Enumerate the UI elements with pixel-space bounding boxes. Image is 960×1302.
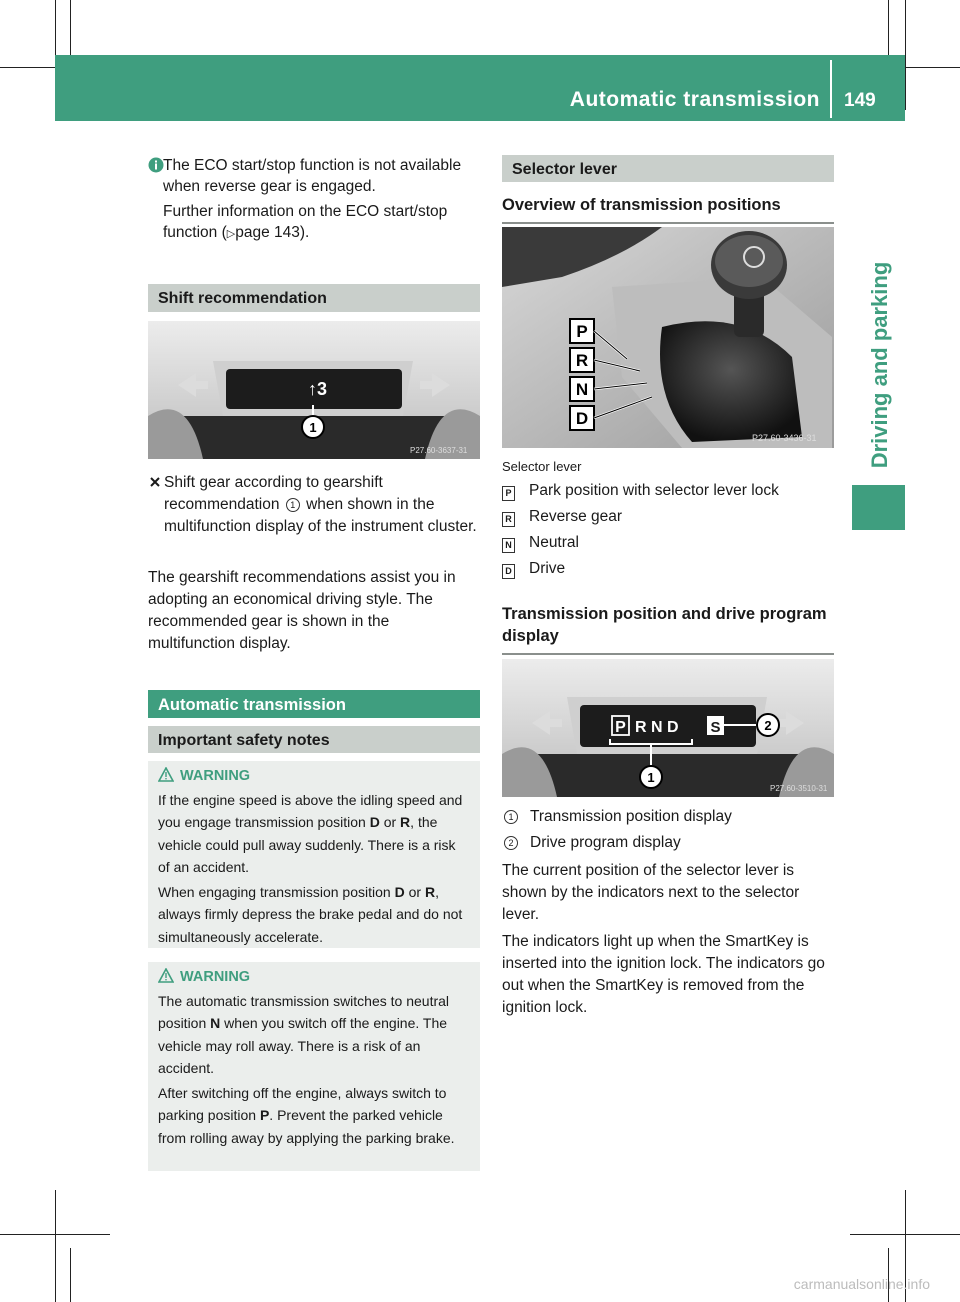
selector-lever-illustration: [502, 227, 834, 448]
warning-box-1: [148, 761, 480, 948]
position-glyph: N: [502, 538, 515, 553]
header-title: Automatic transmission: [569, 88, 820, 111]
position-glyph: D: [502, 564, 515, 579]
drive-program: S: [710, 719, 721, 736]
section-title-selector-lever: Selector lever: [502, 155, 834, 182]
lever-caption: Selector lever: [502, 459, 582, 474]
callout-1: 1: [647, 770, 655, 785]
active-position: P: [615, 719, 626, 736]
info-note-line2: Further information on the ECO start/stop function (▷page 143).: [163, 203, 448, 241]
warning-2-para-1: The automatic transmission switches to neutral position N when you switch off the engine. The vehicle may roll away. There is a risk of an accident.: [158, 992, 450, 1076]
legend-number: 1: [504, 810, 518, 824]
info-icon: [148, 157, 164, 173]
section-title-shift: Shift recommendation: [148, 284, 480, 312]
callout-1-inline: 1: [286, 498, 300, 512]
callout-1: 1: [309, 420, 317, 435]
warning-triangle-icon: [158, 968, 174, 983]
warning-title: WARNING: [180, 768, 251, 784]
position-indicators: R N D: [635, 719, 679, 736]
image-ref-code: P27.60-3637-31: [410, 446, 468, 455]
info-note-line1: The ECO start/stop function is not available when reverse gear is engaged.: [163, 157, 462, 195]
page-ref-link[interactable]: page 143).: [235, 224, 310, 241]
side-tab-label: Driving and parking: [867, 261, 892, 469]
transmission-display-image: [502, 659, 834, 797]
page-number: 149: [844, 90, 876, 111]
selector-para-2: The indicators light up when the SmartKey is inserted into the ignition lock. The indicators go out when the SmartKey is removed from the ignition lock.: [502, 933, 825, 1016]
display-legend: [502, 804, 834, 856]
crop-mark: [888, 1248, 889, 1302]
display-heading: Transmission position and drive program display: [502, 603, 834, 655]
section-title-automatic-transmission: Automatic transmission: [148, 690, 480, 718]
warning-1-para-1: If the engine speed is above the idling speed and you engage transmission position D or R, the vehicle could pull away suddenly. There is a risk of an accident.: [158, 791, 463, 875]
warning-triangle-icon: [158, 767, 174, 782]
crop-mark: [70, 0, 71, 55]
watermark: carmanualsonline.info: [793, 1276, 930, 1292]
shift-paragraph: The gearshift recommendations assist you in adopting an economical driving style. The recommended gear is shown in the multifunction display.: [148, 569, 456, 652]
warning-title: WARNING: [180, 969, 251, 985]
lever-label-p: P: [576, 322, 588, 341]
list-item: D Drive: [502, 556, 834, 582]
image-ref-code: P27.60-3436-31: [752, 433, 817, 443]
section-title-safety: Important safety notes: [148, 726, 480, 753]
callout-2: 2: [764, 718, 772, 733]
instrument-display-illustration: [502, 659, 834, 797]
image-ref-code: P27.60-3510-31: [770, 784, 828, 793]
crop-mark: [70, 1248, 71, 1302]
list-item: 1 Transmission position display: [502, 804, 834, 830]
warning-2-para-2: After switching off the engine, always switch to parking position P. Prevent the parked vehicle from rolling away by applying the parking brake.: [158, 1084, 455, 1146]
selector-lever-image: [502, 227, 834, 448]
list-item: N Neutral: [502, 530, 834, 556]
shift-step: Shift gear according to gearshift recommendation 1 when shown in the multifunction display of the instrument cluster.: [148, 472, 480, 538]
legend-number: 2: [504, 836, 518, 850]
header-divider: [830, 60, 832, 118]
lever-label-n: N: [575, 380, 589, 399]
lever-label-r: R: [575, 351, 589, 370]
list-item: R Reverse gear: [502, 504, 834, 530]
overview-heading: Overview of transmission positions: [502, 194, 834, 224]
position-glyph: R: [502, 512, 515, 527]
position-glyph: P: [502, 486, 515, 501]
shift-recommendation-image: [148, 321, 480, 459]
instrument-cluster-illustration: [148, 321, 480, 459]
crop-mark: [905, 0, 906, 110]
list-item: P Park position with selector lever lock: [502, 478, 834, 504]
crop-mark: [888, 0, 889, 55]
warning-box-2: [148, 962, 480, 1171]
list-item: 2 Drive program display: [502, 830, 834, 856]
gear-indicator: ↑3: [308, 379, 328, 399]
info-note: [148, 155, 480, 245]
positions-list: [502, 478, 834, 582]
selector-para-1: The current position of the selector lever is shown by the indicators next to the selector lever.: [502, 862, 800, 923]
lever-label-d: D: [575, 409, 589, 428]
warning-1-para-2: When engaging transmission position D or R, always firmly depress the brake pedal and do not simultaneously accelerate.: [158, 883, 463, 945]
step-arrow-icon: [150, 477, 160, 487]
side-tab-block: [852, 485, 905, 530]
page-ref-arrow-icon: ▷: [226, 228, 236, 240]
crop-mark: [55, 1190, 56, 1302]
